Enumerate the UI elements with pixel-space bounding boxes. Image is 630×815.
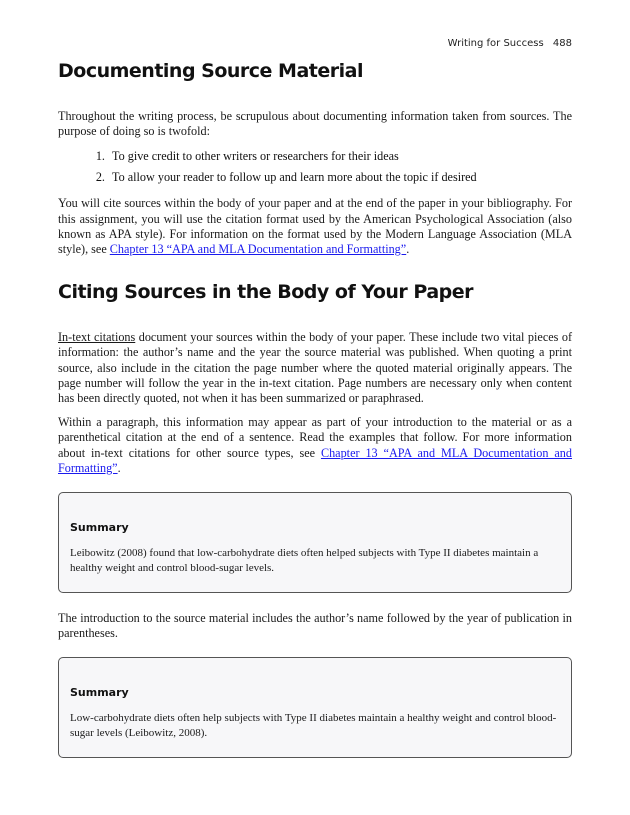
- chapter-13-link-2[interactable]: Chapter 13 “APA and MLA Documentation and Formatting”: [58, 445, 572, 475]
- running-header: [448, 38, 572, 49]
- introduction-explanation-paragraph: The introduction to the source material includes the author’s name followed by the year of publication in parentheses.: [58, 611, 572, 641]
- summary-title: Summary: [70, 521, 129, 535]
- section-heading-citing: Citing Sources in the Body of Your Paper: [58, 281, 474, 304]
- cite-paragraph-text: You will cite sources within the body of your paper and at the end of the paper in your bibliography. For this assignment, you will use the citation format used by the American Psychological Association (also known as APA style). For information on the format used by the Modern Language Association (MLA style), see: [58, 196, 572, 257]
- list-item: 2. To allow your reader to follow up and learn more about the topic if desired: [108, 170, 572, 185]
- intro-paragraph: Throughout the writing process, be scrupulous about documenting information taken from sources. The purpose of doing so is twofold:: [58, 109, 572, 139]
- page-content: [58, 60, 572, 758]
- running-title: Writing for Success: [447, 38, 544, 49]
- intext-citations-term: In-text citations: [58, 330, 136, 345]
- intext-paragraph-text: document your sources within the body of your paper. These include two vital pieces of information: the author’s name and the year the source material was published. When quoting a print source, also include in the citation the page number where the quoted material originally appears. The page number will follow the year in the in-text citation. Page numbers are necessary only when content has been directly quoted, not when it has been summarized or paraphrased.: [58, 330, 573, 406]
- within-paragraph-end: .: [117, 460, 121, 475]
- summary-box-2: [58, 657, 572, 758]
- within-paragraph: [58, 415, 572, 476]
- summary-box-1: [58, 492, 572, 593]
- summary-title: Summary: [70, 686, 129, 700]
- summary-text: Leibowitz (2008) found that low-carbohydrate diets often helped subjects with Type II diabetes maintain a healthy weight and control blood-sugar levels.: [70, 547, 539, 575]
- cite-paragraph-end: .: [406, 242, 410, 257]
- within-paragraph-text: Within a paragraph, this information may appear as part of your introduction to the material or as a parenthetical citation at the end of a sentence. Read the examples that follow. For more information about in-text citations for other source types, see: [58, 415, 572, 460]
- intext-paragraph: [58, 330, 572, 406]
- purpose-list: [58, 149, 572, 185]
- page-number: 488: [552, 38, 572, 49]
- cite-paragraph: [58, 196, 572, 257]
- list-item: 1. To give credit to other writers or researchers for their ideas: [108, 149, 572, 164]
- section-heading-documenting: Documenting Source Material: [58, 60, 363, 82]
- summary-text: Low-carbohydrate diets often help subjects with Type II diabetes maintain a healthy weight and control blood-sugar levels (Leibowitz, 2008).: [70, 712, 557, 740]
- chapter-13-link[interactable]: Chapter 13 “APA and MLA Documentation and Formatting”: [109, 242, 407, 257]
